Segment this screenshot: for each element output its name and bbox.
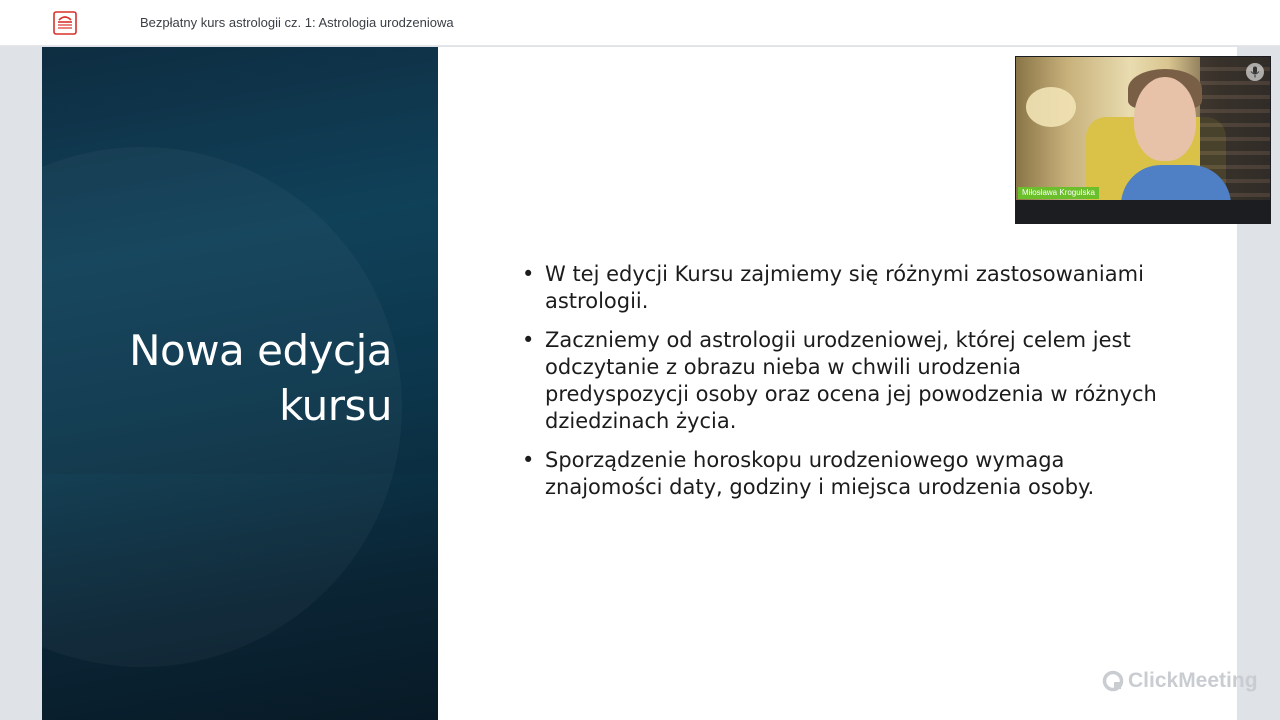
libra-scales-icon[interactable] bbox=[53, 11, 77, 35]
webinar-title: Bezpłatny kurs astrologii cz. 1: Astrologia urodzeniowa bbox=[140, 15, 454, 30]
bullet-dot: • bbox=[522, 262, 535, 286]
bullet-dot: • bbox=[522, 448, 535, 472]
bullet-dot: • bbox=[522, 328, 535, 352]
video-background-lamp bbox=[1026, 87, 1076, 127]
watermark-text: ClickMeeting bbox=[1128, 669, 1258, 692]
bullet-item bbox=[520, 447, 1160, 501]
slide-bullet-list bbox=[520, 261, 1160, 513]
slide-title bbox=[72, 323, 392, 433]
presenter-face bbox=[1134, 77, 1196, 161]
clickmeeting-watermark bbox=[1102, 667, 1258, 695]
bullet-item bbox=[520, 327, 1160, 435]
bullet-text: W tej edycji Kursu zajmiemy się różnymi zastosowaniami astrologii. bbox=[545, 262, 1144, 313]
clickmeeting-logo-icon bbox=[1102, 670, 1124, 692]
bullet-item bbox=[520, 261, 1160, 315]
microphone-icon[interactable] bbox=[1246, 63, 1264, 81]
presenter-video-tile[interactable] bbox=[1015, 56, 1271, 224]
presenter-video-feed bbox=[1016, 57, 1270, 200]
bullet-text: Sporządzenie horoskopu urodzeniowego wymaga znajomości daty, godziny i miejsca urodzenia osoby. bbox=[545, 448, 1095, 499]
slide-title-line-1: Nowa edycja bbox=[129, 326, 392, 375]
slide-title-line-2: kursu bbox=[279, 381, 392, 430]
presenter-name-tag: Miłosława Krogulska bbox=[1018, 187, 1099, 199]
top-bar bbox=[0, 0, 1280, 46]
slide-title-panel bbox=[42, 47, 438, 720]
bullet-text: Zaczniemy od astrologii urodzeniowej, której celem jest odczytanie z obrazu nieba w chwili urodzenia predyspozycji osoby oraz ocena jej powodzenia w różnych dziedzinach życia. bbox=[545, 328, 1157, 433]
